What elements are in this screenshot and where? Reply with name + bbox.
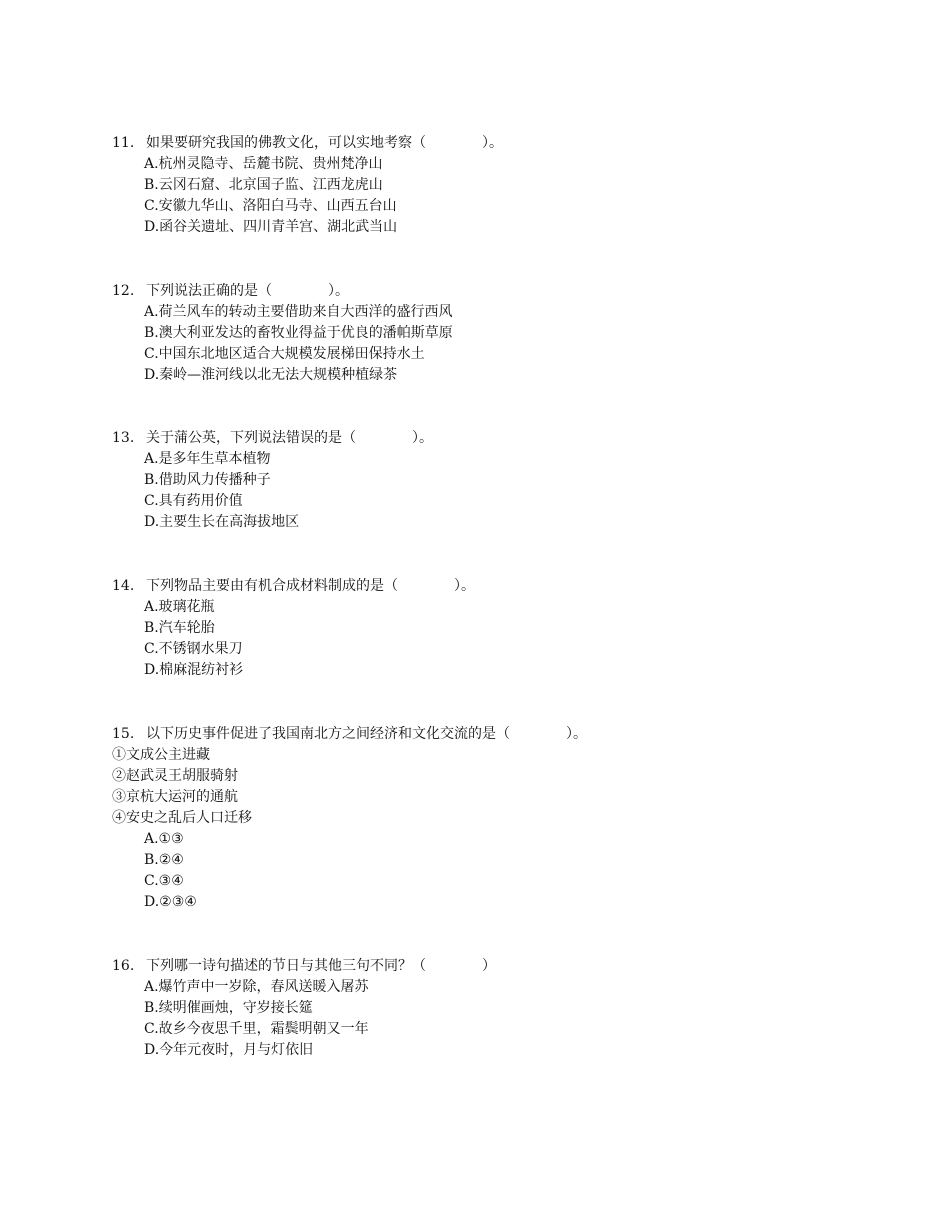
question-15 [112, 724, 892, 913]
question-stem [112, 724, 892, 745]
option-b: B.汽车轮胎 [144, 620, 215, 636]
question-stem [112, 956, 892, 977]
option-a: A.是多年生草本植物 [144, 451, 271, 467]
question-14 [112, 576, 892, 681]
question-stem [112, 281, 892, 302]
question-13 [112, 428, 892, 533]
option-c: C.故乡今夜思千里，霜鬓明朝又一年 [144, 1021, 369, 1037]
option-d: D.秦岭—淮河线以北无法大规模种植绿茶 [144, 367, 398, 383]
question-12 [112, 281, 892, 386]
question-stem [112, 133, 892, 154]
option-a: A.玻璃花瓶 [144, 599, 215, 615]
option-c: C.具有药用价值 [144, 493, 243, 509]
question-text: 如果要研究我国的佛教文化，可以实地考察（ ）。 [146, 135, 503, 151]
statement-1: ①文成公主进藏 [112, 747, 210, 763]
option-d: D.棉麻混纺衬衫 [144, 662, 244, 678]
option-d: D.今年元夜时，月与灯依旧 [144, 1042, 314, 1058]
option-c: C.安徽九华山、洛阳白马寺、山西五台山 [144, 198, 397, 214]
statement-4: ④安史之乱后人口迁移 [112, 810, 252, 826]
question-number: 11. [112, 135, 135, 151]
option-b: B.云冈石窟、北京国子监、江西龙虎山 [144, 177, 383, 193]
statement-3: ③京杭大运河的通航 [112, 789, 238, 805]
option-c: C.中国东北地区适合大规模发展梯田保持水土 [144, 346, 425, 362]
question-text: 下列物品主要由有机合成材料制成的是（ ）。 [146, 578, 475, 594]
question-number: 12. [112, 283, 135, 299]
option-a: A.荷兰风车的转动主要借助来自大西洋的盛行西风 [144, 304, 453, 320]
question-number: 15. [112, 726, 135, 742]
question-text: 下列哪一诗句描述的节日与其他三句不同？（ ） [146, 958, 496, 974]
question-16 [112, 956, 892, 1061]
question-number: 16. [112, 958, 135, 974]
question-text: 关于蒲公英，下列说法错误的是（ ）。 [146, 430, 433, 446]
option-d: D.主要生长在高海拔地区 [144, 514, 300, 530]
option-d: D.②③④ [144, 894, 197, 910]
question-number: 14. [112, 578, 135, 594]
question-text: 以下历史事件促进了我国南北方之间经济和文化交流的是（ ）。 [146, 726, 587, 742]
option-a: A.①③ [144, 831, 184, 847]
option-b: B.澳大利亚发达的畜牧业得益于优良的潘帕斯草原 [144, 325, 453, 341]
option-c: C.③④ [144, 873, 184, 889]
question-number: 13. [112, 430, 135, 446]
question-stem [112, 428, 892, 449]
option-b: B.借助风力传播种子 [144, 472, 271, 488]
option-c: C.不锈钢水果刀 [144, 641, 243, 657]
option-a: A.杭州灵隐寺、岳麓书院、贵州梵净山 [144, 156, 383, 172]
option-d: D.函谷关遗址、四川青羊宫、湖北武当山 [144, 219, 398, 235]
option-a: A.爆竹声中一岁除，春风送暖入屠苏 [144, 979, 369, 995]
question-11 [112, 133, 892, 238]
statement-2: ②赵武灵王胡服骑射 [112, 768, 238, 784]
question-stem [112, 576, 892, 597]
option-b: B.②④ [144, 852, 184, 868]
option-b: B.续明催画烛，守岁接长筵 [144, 1000, 313, 1016]
question-text: 下列说法正确的是（ ）。 [146, 283, 349, 299]
